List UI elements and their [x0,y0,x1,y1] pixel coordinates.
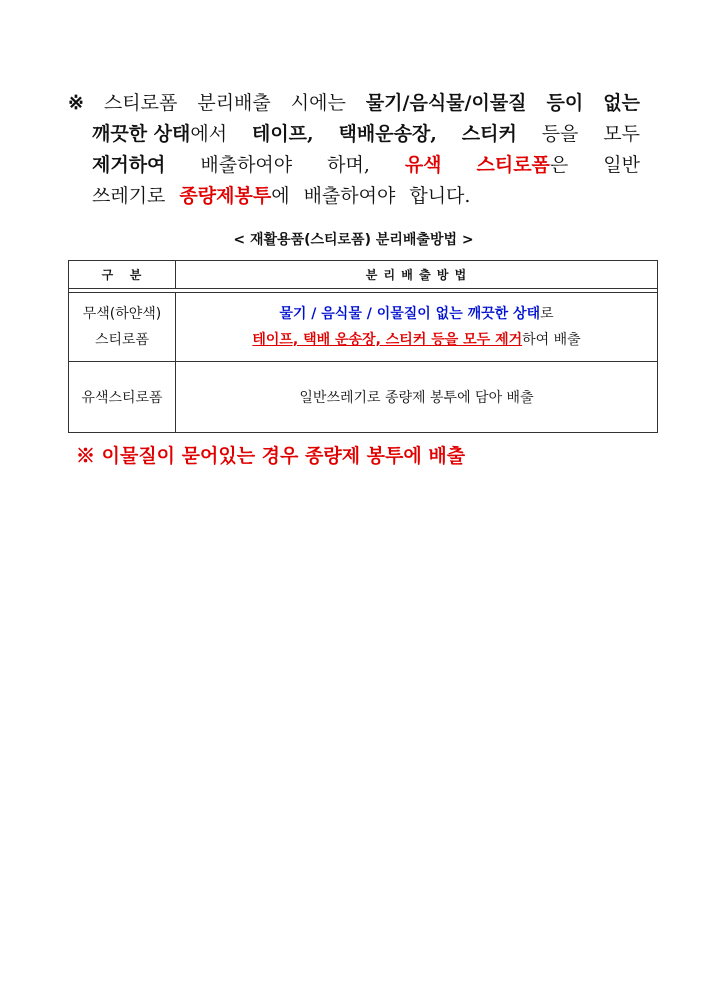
intro-word: 일반 [603,154,640,176]
intro-word-red: 유색 [404,154,442,176]
category-cell: 유색스티로폼 [69,362,176,433]
intro-word-suffix: 에 [271,185,290,207]
intro-word: 쓰레기로 [92,185,166,207]
intro-word: 하며, [327,154,370,176]
method-text-red: 테이프, 택배 운송장, 스티커 등을 모두 제거 [252,332,523,348]
intro-word: 배출하여야 [200,154,293,176]
method-line [176,327,657,353]
intro-word: 합니다. [409,185,471,207]
category-cell [69,293,176,362]
intro-word-red: 종량제봉투 [179,185,272,207]
intro-word-red: 스티로폼 [476,154,550,176]
intro-word-bold: 택배운송장, [338,123,437,145]
method-text-blue: 물기 / 음식물 / 이물질이 없는 깨끗한 상태 [279,306,541,322]
table-title: < 재활용품(스티로폼) 분리배출방법 > [233,232,474,248]
separation-table [68,260,658,433]
intro-word-bold: 스티커 [461,123,517,145]
intro-word: 배출하여야 [303,185,396,207]
intro-word [92,119,227,150]
intro-word-bold: 테이프, [251,123,314,145]
warning-note: ※ 이물질이 묻어있는 경우 종량제 봉투에 배출 [76,445,466,467]
reference-mark: ※ [68,92,84,114]
intro-paragraph [68,88,640,212]
intro-word-bold: 등이 [546,92,584,114]
intro-word-bold: 깨끗한 상태 [92,123,191,145]
intro-word: 시에는 [290,92,346,114]
intro-word-bold: 물기/음식물/이물질 [365,92,527,114]
intro-line-3 [68,150,640,181]
intro-line-1 [68,88,640,119]
intro-line-2 [68,119,640,150]
intro-word [476,150,568,181]
intro-line-4 [68,181,640,212]
intro-word [179,181,289,212]
intro-word-suffix: 에서 [190,123,228,145]
table-row [69,362,658,433]
category-line: 무색(하얀색) [82,306,162,322]
intro-word: 등을 [541,123,579,145]
intro-word: 분리배출 [197,92,271,114]
intro-word-suffix: 은 [549,154,569,176]
intro-word-bold: 제거하여 [92,154,166,176]
intro-word: 모두 [603,123,640,145]
intro-word-bold: 없는 [603,92,640,114]
intro-word: 스티로폼 [103,92,178,114]
method-text: 하여 배출 [522,332,581,348]
header-method: 분 리 배 출 방 법 [176,261,658,289]
table-header-row [69,261,658,289]
method-line [176,301,657,327]
table-row [69,293,658,362]
method-cell [176,293,658,362]
category-line: 스티로폼 [94,332,150,348]
method-text: 로 [540,306,554,322]
method-cell: 일반쓰레기로 종량제 봉투에 담아 배출 [176,362,658,433]
header-category: 구 분 [69,261,176,289]
